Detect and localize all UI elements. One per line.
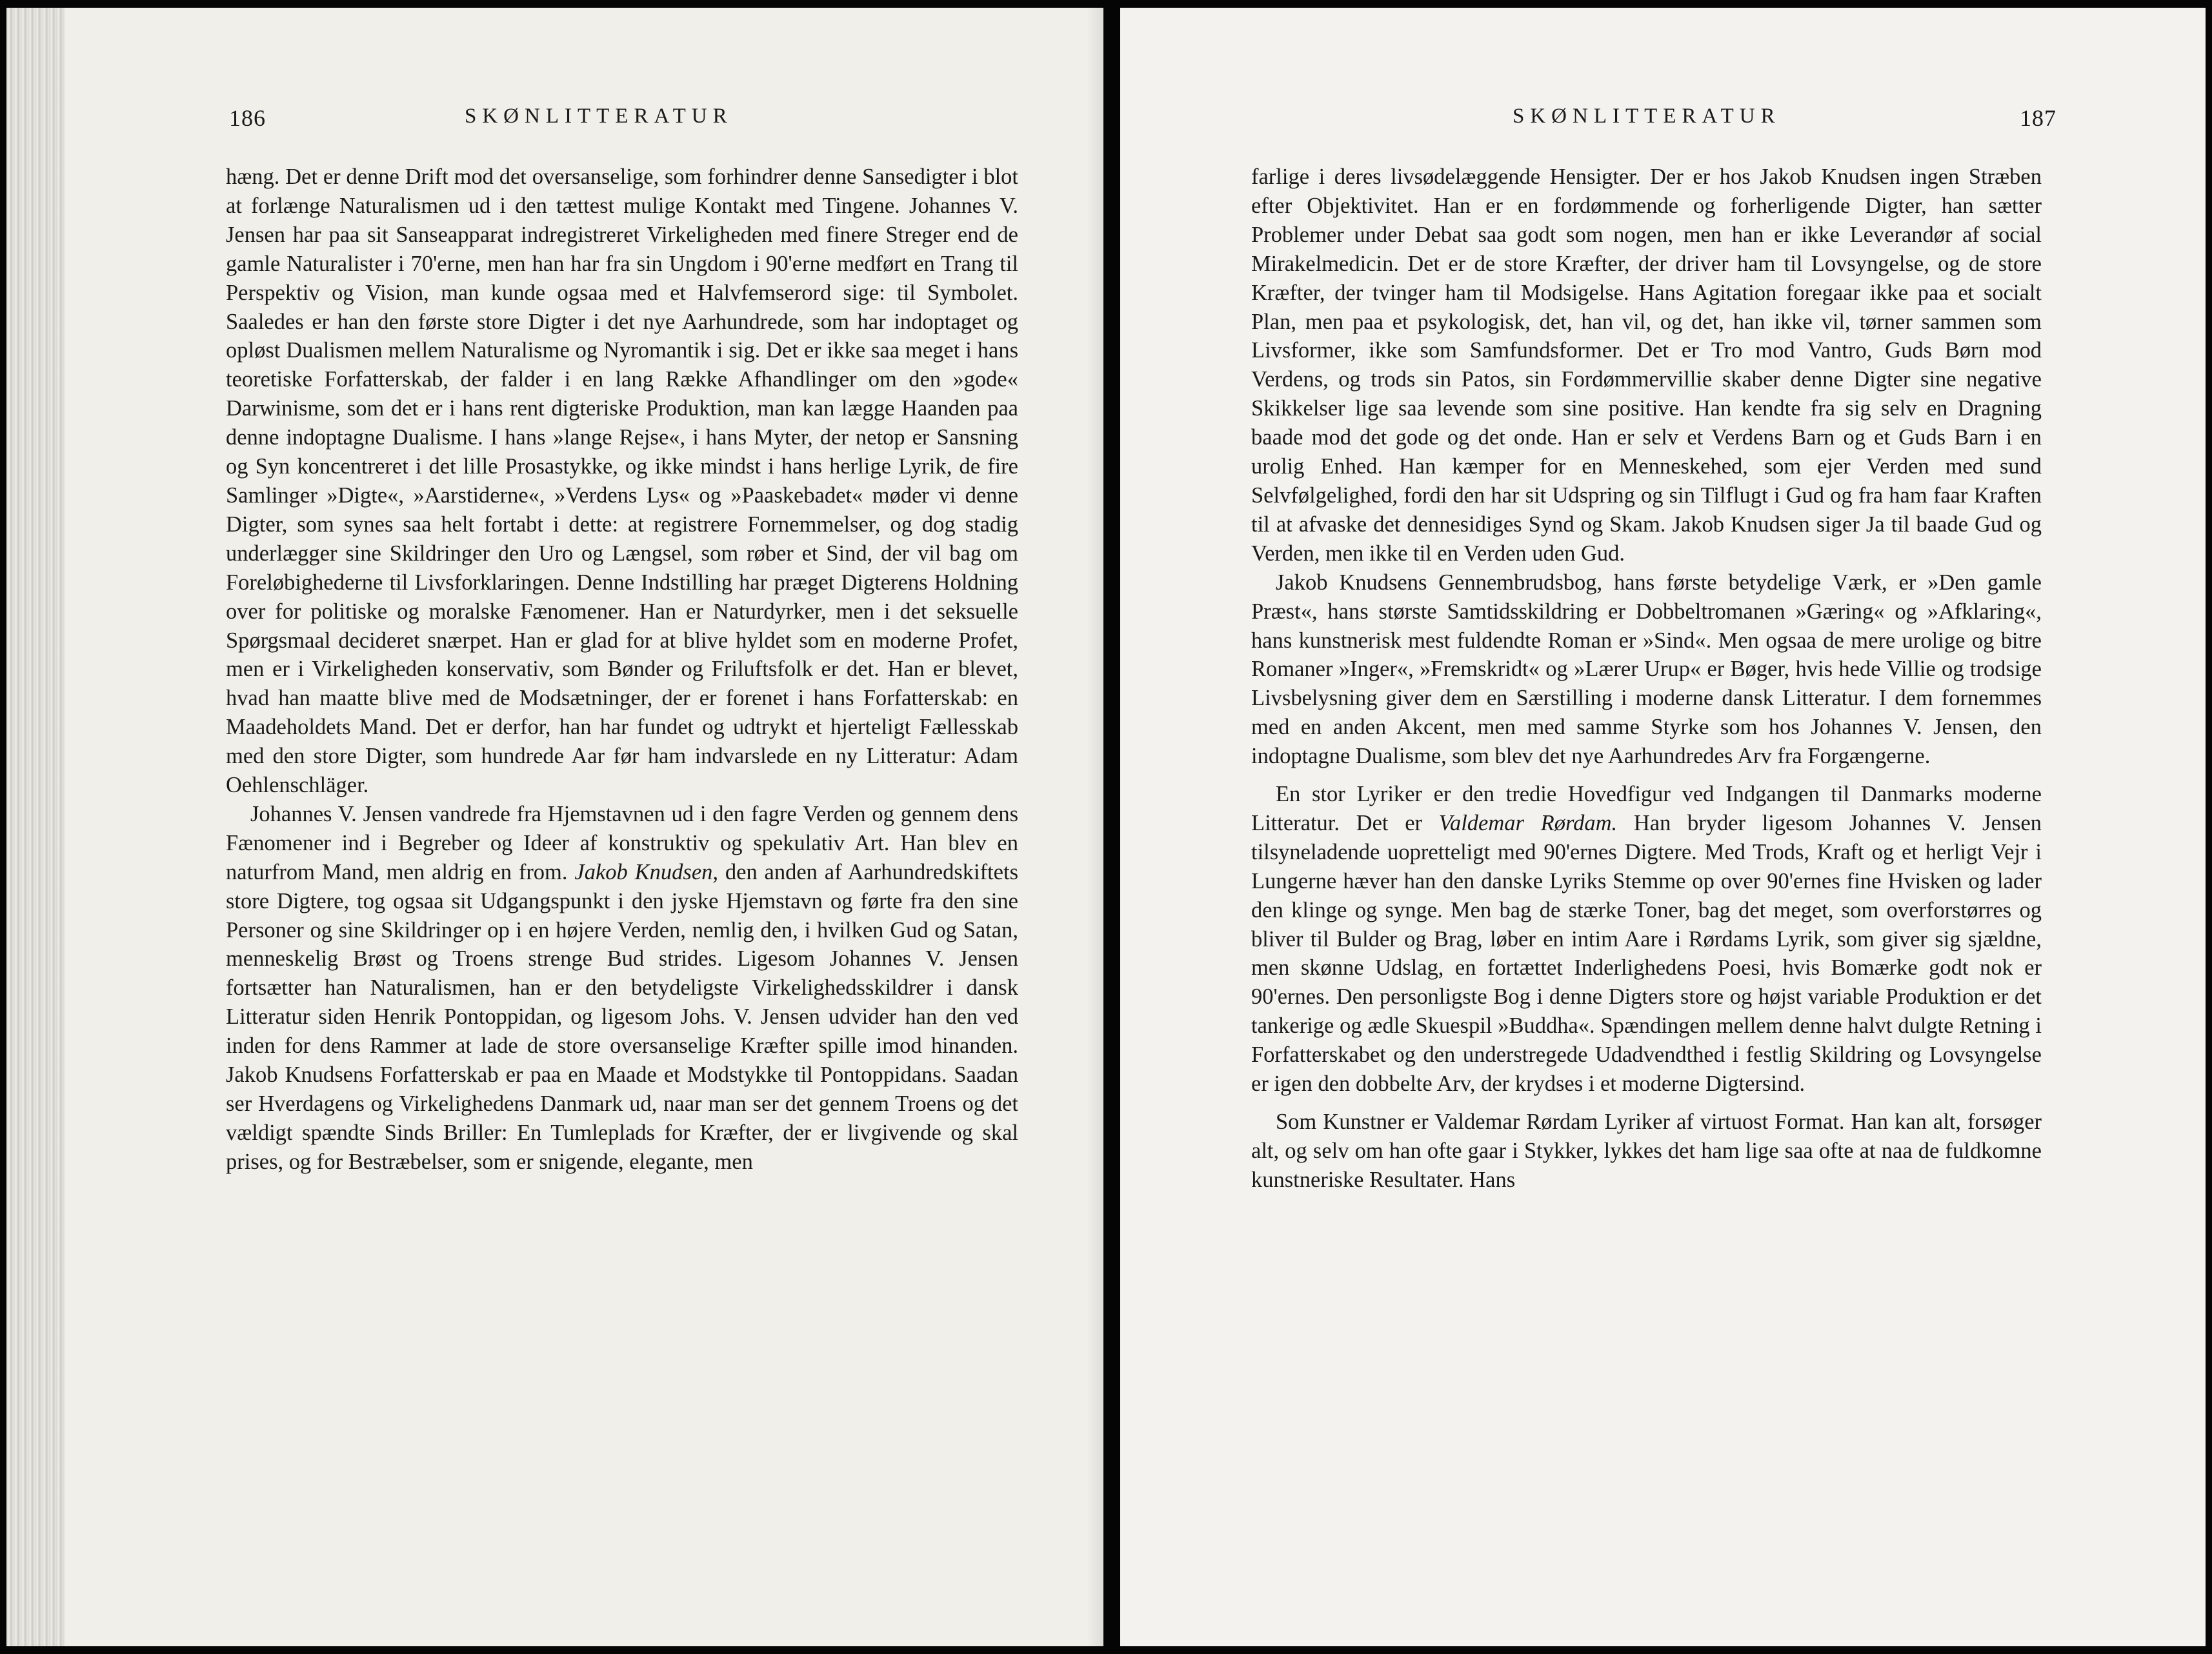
italic-name: Jakob Knudsen, bbox=[574, 859, 719, 884]
left-page bbox=[6, 8, 1103, 1646]
paragraph: Som Kunstner er Valdemar Rørdam Lyriker af virtuost Format. Han kan alt, forsøger alt, og selv om han ofte gaar i Stykker, lykkes det ham lige saa ofte at naa de fuldkomne kunstneriske Resultater. Hans bbox=[1251, 1110, 2042, 1192]
page-number-left: 186 bbox=[229, 105, 266, 131]
right-page bbox=[1120, 8, 2206, 1646]
page-edges bbox=[6, 8, 65, 1646]
paragraph: Jakob Knudsens Gennembrudsbog, hans første betydelige Værk, er »Den gamle Præst«, hans største Samtidsskildring er Dobbeltromanen »Gæring« og »Afklaring«, hans kunstnerisk mest fuldendte Roman er »Sind«. Men ogsaa de mere urolige og bitre Romaner »Inger«, »Fremskridt« og »Lærer Urup« er Bøger, hvis hede Villie og trodsige Livsbelysning giver dem en Særstilling i moderne dansk Litteratur. I dem fornemmes med en anden Akcent, men med samme Styrke som hos Johannes V. Jensen, den indoptagne Dualisme, som blev det nye Aarhundredes Arv fra Forgængerne. bbox=[1251, 570, 2042, 769]
paragraph: Johannes V. Jensen vandrede fra Hjemstavnen ud i den fagre Verden og gennem dens Fænomener ind i Begreber og Ideer af konstruktiv og spekulativ Art. Han blev en naturfrom Mand, men aldrig en from. Jakob Knudsen, den anden af Aarhundredskiftets store Digtere, tog ogsaa sit Udgangspunkt i den jyske Hjemstavn og førte fra den sine Personer og sine Skildringer op i en højere Verden, nemlig den, i hvilken Gud og Satan, menneskelig Brøst og Troens strenge Bud strides. Ligesom Johannes V. Jensen fortsætter han Naturalismen, han er den betydeligste Virkelighedsskildrer i dansk Litteratur siden Henrik Pontoppidan, og ligesom Johs. V. Jensen udvider han den ved inden for dens Rammer at lade de store oversanselige Kræfter spille imod hinanden. Jakob Knudsens Forfatterskab er paa en Maade et Modstykke til Pontoppidans. Saadan ser Hverdagens og Virkelighedens Danmark ud, naar man ser det gennem Troens og det vældigt spændte Sinds Briller: En Tumleplads for Kræfter, der er livgivende og skal prises, og for Bestræbelser, som er snigende, elegante, men bbox=[226, 801, 1018, 1174]
paragraph: farlige i deres livsødelæggende Hensigter. Der er hos Jakob Knudsen ingen Stræben efter Objektivitet. Han er en fordømmende og forherligende Digter, han sætter Problemer under Debat saa godt som nogen, men han er ikke Leverandør af social Mirakelmedicin. Det er de store Kræfter, der driver ham til Lovsyngelse, og de store Kræfter, der tvinger ham til Modsigelse. Hans Agitation foregaar ikke paa et socialt Plan, men paa et psykologisk, det, han vil, og det, han ikke vil, tørner sammen som Livsformer, ikke som Samfundsformer. Det er Tro mod Vantro, Guds Børn mod Verdens, og trods sin Patos, sin Fordømmervillie skaber denne Digter sine negative Skikkelser lige saa levende som sine positive. Han kendte fra sig selv en Dragning baade mod det gode og det onde. Han er selv et Verdens Barn og et Guds Barn i en urolig Enhed. Han kæmper for en Menneskehed, som ejer Verden med sund Selvfølgelighed, fordi den har sit Udspring og sin Tilflugt i Gud og fra ham faar Kraften til at afvaske det dennesidiges Synd og Skam. Jakob Knudsen siger Ja til baade Gud og Verden, men ikke til en Verden uden Gud. bbox=[1251, 164, 2042, 566]
italic-name: Valdemar Rørdam. bbox=[1438, 810, 1618, 835]
page-number-right: 187 bbox=[2020, 105, 2056, 131]
right-body-text bbox=[1251, 163, 2042, 1195]
left-body-text bbox=[226, 163, 1018, 1177]
running-title-right: SKØNLITTERATUR bbox=[1513, 105, 1781, 128]
gutter-shadow bbox=[1087, 8, 1103, 1646]
running-title-left: SKØNLITTERATUR bbox=[465, 105, 733, 128]
paragraph: hæng. Det er denne Drift mod det oversanselige, som forhindrer denne Sansedigter i blot at forlænge Naturalismen ud i den tættest mulige Kontakt med Tingene. Johannes V. Jensen har paa sit Sanseapparat indregistreret Virkeligheden med finere Streger end de gamle Naturalister i 70'erne, men han har fra sin Ungdom i 90'erne medført en Trang til Perspektiv og Vision, man kunde ogsaa med et Halvfemserord sige: til Symbolet. Saaledes er han den første store Digter i det nye Aarhundrede, som har indoptaget og opløst Dualismen mellem Naturalisme og Nyromantik i sig. Det er ikke saa meget i hans teoretiske Forfatterskab, der falder i en lang Række Afhandlinger om den »gode« Darwinisme, som det er i hans rent digteriske Produktion, man kan lægge Haanden paa denne indoptagne Dualisme. I hans »lange Rejse«, i hans Myter, der netop er Sansning og Syn koncentreret i det lille Prosastykke, og ikke mindst i hans herlige Lyrik, de fire Samlinger »Digte«, »Aarstiderne«, »Verdens Lys« og »Paaskebadet« møder vi denne Digter, som synes saa helt fortabt i dette: at registrere Fornemmelser, og dog stadig underlægger sine Skildringer den Uro og Længsel, som røber et Sind, der vil bag om Foreløbighederne til Livsforklaringen. Denne Indstilling har præget Digterens Holdning over for politiske og moralske Fænomener. Han er Naturdyrker, men i det seksuelle Spørgsmaal decideret snærpet. Han er glad for at blive hyldet som en moderne Profet, men er i Virkeligheden konservativ, som Bønder og Friluftsfolk er det. Han er blevet, hvad han maatte blive med de Modsætninger, der er forenet i hans Forfatterskab: en Maadeholdets Mand. Det er derfor, han har fundet og udtrykt et hjerteligt Fællesskab med den store Digter, som hundrede Aar før ham indvarslede en ny Litteratur: Adam Oehlenschläger. bbox=[226, 164, 1018, 798]
paragraph: En stor Lyriker er den tredie Hovedfigur ved Indgangen til Danmarks moderne Litteratur. Det er Valdemar Rørdam. Han bryder ligesom Johannes V. Jensen tilsyneladende uopretteligt med 90'ernes Digtere. Med Trods, Kraft og et herligt Vejr i Lungerne hæver han den danske Lyriks Stemme op over 90'ernes fine Hvisken og lader den klinge og synge. Men bag de stærke Toner, bag det meget, som overforstørres og bliver til Bulder og Brag, løber en intim Aare i Rørdams Lyrik, som giver sig sjældne, men skønne Udslag, en fortættet Inderlighedens Poesi, hvis Bomærke godt nok er 90'ernes. Den personligste Bog i denne Digters store og højst variable Produktion er det tankerige og ædle Skuespil »Buddha«. Spændingen mellem denne halvt dulgte Retning i Forfatterskabet og den understregede Udadvendthed i festlig Skildring og Lovsyngelse er igen den dobbelte Arv, der krydses i et moderne Digtersind. bbox=[1251, 782, 2042, 1097]
